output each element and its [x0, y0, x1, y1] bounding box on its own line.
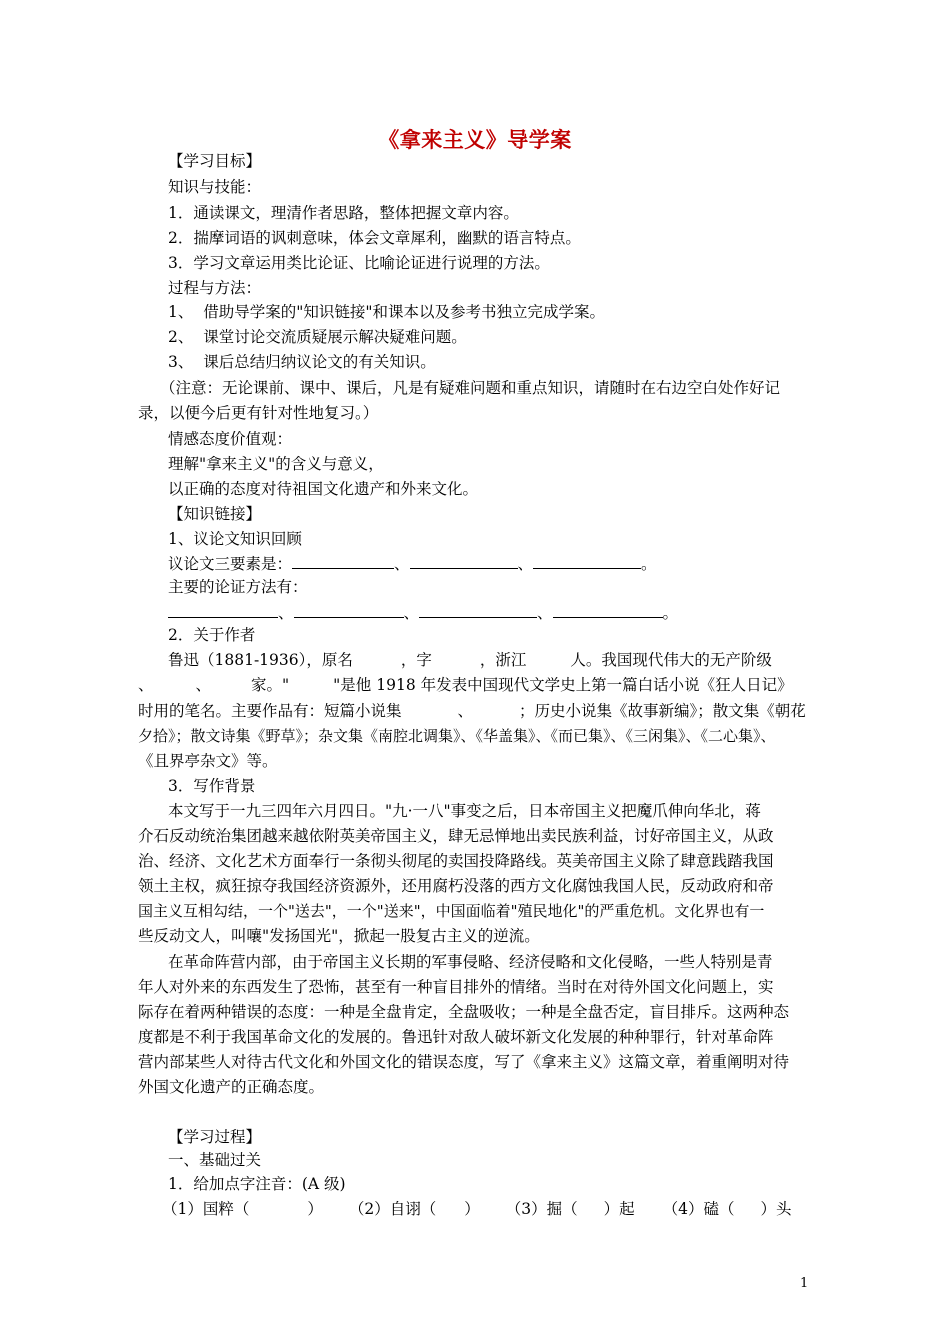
answer-blank[interactable]	[294, 603, 404, 618]
knowledge-item-3: 3．学习文章运用类比论证、比喻论证进行说理的方法。	[168, 254, 550, 272]
bg-line: 国主义互相勾结，一个"送去"，一个"送来"，中国面临着"殖民地化"的严重危机。文化界也有一	[138, 902, 765, 920]
links-heading: 【知识链接】	[168, 505, 262, 523]
knowledge-item-2: 2．揣摩词语的讽刺意味，体会文章犀利，幽默的语言特点。	[168, 229, 581, 247]
answer-blank[interactable]	[292, 554, 394, 569]
author-text: 、	[457, 702, 474, 720]
bg-line: 度都是不利于我国革命文化的发展的。鲁迅针对敌人破坏新文化发展的种种罪行，针对革命阵	[138, 1028, 774, 1046]
answer-blank[interactable]	[410, 554, 518, 569]
answer-blank[interactable]	[419, 603, 537, 618]
methods-label: 主要的论证方法有：	[168, 578, 308, 596]
process-item-2: 2、 课堂讨论交流质疑展示解决疑难问题。	[168, 328, 467, 346]
author-text: ，字	[400, 651, 432, 669]
paren: ）头	[760, 1200, 792, 1218]
author-text: ；历史小说集《故事新编》；散文集《朝花	[519, 702, 806, 720]
separator: 、	[537, 604, 553, 622]
review-heading: 1、议论文知识回顾	[168, 530, 302, 548]
pinyin-item: （2）自诩（	[348, 1200, 437, 1218]
knowledge-item-1: 1．通读课文，理清作者思路，整体把握文章内容。	[168, 204, 519, 222]
objectives-heading: 【学习目标】	[168, 152, 262, 170]
separator: 、	[517, 555, 534, 573]
elements-line	[168, 554, 657, 574]
author-line-4: 夕拾》；散文诗集《野草》；杂文集《南腔北调集》、《华盖集》、《而已集》、《三闲集》、《二心集》、	[138, 727, 776, 745]
author-text: 、	[195, 676, 212, 694]
separator: 、	[403, 604, 420, 622]
answer-blank[interactable]	[168, 603, 278, 618]
paren: ）起	[603, 1200, 635, 1218]
basic-heading: 一、基础过关	[168, 1151, 262, 1169]
author-line-3	[138, 701, 806, 721]
bg-line: 些反动文人，叫嚷"发扬国光"，掀起一股复古主义的逆流。	[138, 927, 540, 945]
bg-line: 本文写于一九三四年六月四日。"九·一八"事变之后，日本帝国主义把魔爪伸向华北，蒋	[168, 802, 761, 820]
author-line-5: 《且界亭杂文》等。	[138, 752, 278, 770]
bg-line: 治、经济、文化艺术方面奉行一条彻头彻尾的卖国投降路线。英美帝国主义除了肆意践踏我国	[138, 852, 774, 870]
bg-line: 营内部某些人对待古代文化和外国文化的错误态度，写了《拿来主义》这篇文章，着重阐明对待	[138, 1053, 790, 1071]
author-heading: 2．关于作者	[168, 626, 256, 644]
knowledge-label: 知识与技能：	[168, 178, 262, 196]
process-item-1: 1、 借助导学案的"知识链接"和课本以及参考书独立完成学案。	[168, 303, 605, 321]
pinyin-item: （1）国粹（	[162, 1200, 250, 1218]
elements-label: 议论文三要素是：	[168, 555, 293, 573]
methods-blanks	[168, 603, 678, 623]
separator: 、	[394, 555, 410, 573]
bg-line: 年人对外来的东西发生了恐怖，甚至有一种盲目排外的情绪。当时在对待外国文化问题上，实	[138, 978, 774, 996]
process-heading: 【学习过程】	[168, 1128, 262, 1146]
bg-line: 领土主权，疯狂掠夺我国经济资源外，还用腐朽没落的西方文化腐蚀我国人民，反动政府和帝	[138, 877, 774, 895]
pinyin-item: （3）掘（	[505, 1200, 578, 1218]
emotion-item-1: 理解"拿来主义"的含义与意义，	[168, 455, 384, 473]
paren: ）	[464, 1200, 480, 1218]
background-heading: 3．写作背景	[168, 777, 256, 795]
separator: 、	[278, 604, 294, 622]
author-text: 鲁迅（1881-1936），原名	[168, 651, 353, 669]
question-1: 1．给加点字注音：(A 级)	[168, 1175, 346, 1193]
period: 。	[641, 555, 657, 573]
process-item-3: 3、 课后总结归纳议论文的有关知识。	[168, 353, 436, 371]
author-text: ，浙江	[479, 651, 527, 669]
bg-line: 在革命阵营内部，由于帝国主义长期的军事侵略、经济侵略和文化侵略，一些人特别是青	[168, 953, 773, 971]
note-line-2: 录，以便今后更有针对性地复习。）	[138, 404, 379, 422]
author-line-1	[168, 650, 772, 670]
pinyin-items	[162, 1199, 792, 1219]
process-label: 过程与方法：	[168, 279, 262, 297]
author-line-2	[138, 675, 793, 695]
bg-line: 际存在着两种错误的态度：一种是全盘肯定，全盘吸收；一种是全盘否定，盲目排斥。这两种态	[138, 1003, 790, 1021]
author-text: 时用的笔名。主要作品有：短篇小说集	[138, 702, 402, 720]
paren: ）	[307, 1200, 323, 1218]
page-number: 1	[800, 1276, 809, 1291]
author-text: "是他 1918 年发表中国现代文学史上第一篇白话小说《狂人日记》	[333, 676, 793, 694]
answer-blank[interactable]	[533, 554, 641, 569]
answer-blank[interactable]	[553, 603, 663, 618]
author-text: 、	[138, 676, 154, 694]
author-text: 家。"	[251, 676, 290, 694]
bg-line: 介石反动统治集团越来越依附英美帝国主义，肆无忌惮地出卖民族利益，讨好帝国主义，从政	[138, 827, 774, 845]
note-line-1: （注意：无论课前、课中、课后，凡是有疑难问题和重点知识，请随时在右边空白处作好记	[160, 379, 781, 397]
emotion-item-2: 以正确的态度对待祖国文化遗产和外来文化。	[168, 480, 479, 498]
page-title: 《拿来主义》导学案	[378, 127, 572, 152]
pinyin-item: （4）磕（	[662, 1200, 735, 1218]
emotion-label: 情感态度价值观：	[168, 430, 293, 448]
author-text: 人。我国现代伟大的无产阶级	[570, 651, 772, 669]
period: 。	[662, 604, 679, 622]
bg-line: 外国文化遗产的正确态度。	[138, 1078, 325, 1096]
